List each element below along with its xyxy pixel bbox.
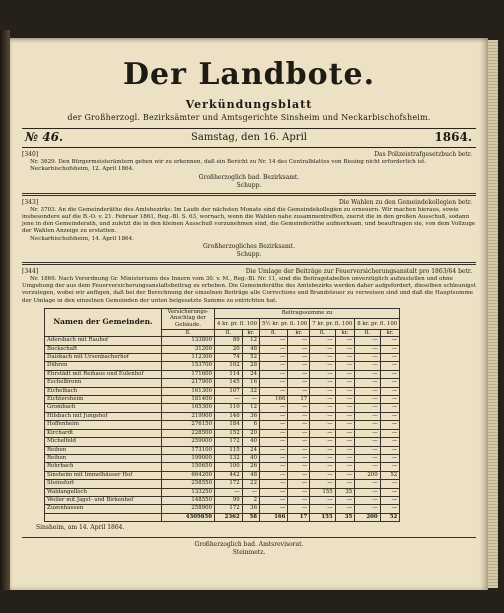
unit-header: kr. <box>288 329 310 337</box>
notice-title: Die Umlage der Beiträge zur Feuerversicherungsanstalt pro 1863/64 betr. <box>245 267 472 275</box>
table-cell: 17 <box>288 396 310 404</box>
municipality-name: Michelfeld <box>45 438 162 446</box>
table-cell: — <box>260 354 288 362</box>
table-cell: — <box>310 370 335 378</box>
table-cell: 184 <box>215 421 243 429</box>
table-cell: — <box>260 505 288 513</box>
notice-number: [343] <box>22 198 39 206</box>
table-cell: 74 <box>215 354 243 362</box>
unit-header: kr. <box>242 329 259 337</box>
column-header-value: Versicherungs-Anschlag der Gebäude. <box>162 308 215 329</box>
table-cell: — <box>380 454 400 462</box>
table-cell: — <box>355 438 380 446</box>
notice-344 <box>22 268 476 305</box>
table-cell <box>45 513 162 521</box>
table-row <box>45 471 400 479</box>
table-cell: — <box>242 396 259 404</box>
table-cell: — <box>260 488 288 496</box>
table-cell: — <box>355 496 380 504</box>
table-cell: 217900 <box>162 379 215 387</box>
table-cell: — <box>380 379 400 387</box>
masthead <box>10 58 488 122</box>
table-cell: 150650 <box>162 463 215 471</box>
table-cell: — <box>260 362 288 370</box>
table-cell: 181400 <box>162 396 215 404</box>
table-cell: — <box>310 438 335 446</box>
table-cell: 24 <box>242 370 259 378</box>
table-cell: 2 <box>242 496 259 504</box>
table-cell: 36 <box>242 412 259 420</box>
page-stack-edge <box>488 40 498 588</box>
table-cell: — <box>355 429 380 437</box>
table-cell: 16 <box>242 379 259 387</box>
table-cell: — <box>355 396 380 404</box>
table-cell: — <box>310 354 335 362</box>
table-cell: — <box>260 480 288 488</box>
table-cell: — <box>260 438 288 446</box>
table-cell: 52 <box>242 354 259 362</box>
table-cell: 12 <box>242 404 259 412</box>
table-cell: 28 <box>242 362 259 370</box>
table-cell: — <box>310 404 335 412</box>
table-row <box>45 362 400 370</box>
table-cell: — <box>310 345 335 353</box>
column-header-rate: 8 kr. pr. fl. 100 <box>355 319 400 329</box>
table-cell: — <box>310 496 335 504</box>
table-cell: — <box>288 438 310 446</box>
table-cell: — <box>288 337 310 345</box>
table-cell: — <box>288 429 310 437</box>
table-cell: — <box>288 421 310 429</box>
table-row <box>45 354 400 362</box>
table-cell: 152 <box>215 429 243 437</box>
table-cell: — <box>335 387 355 395</box>
table-cell: — <box>310 337 335 345</box>
table-cell: — <box>355 370 380 378</box>
table-cell: — <box>310 396 335 404</box>
total-cell: 200 <box>355 513 380 521</box>
table-cell: 133250 <box>162 488 215 496</box>
municipality-name: Kirchardt <box>45 429 162 437</box>
table-cell: — <box>288 480 310 488</box>
table-cell: — <box>288 505 310 513</box>
total-cell: 35 <box>335 513 355 521</box>
table-cell: — <box>260 421 288 429</box>
total-cell: 166 <box>260 513 288 521</box>
signature-name: Steinmetz. <box>232 549 266 557</box>
table-cell: — <box>260 429 288 437</box>
municipality-name: Reihen <box>45 454 162 462</box>
table-cell: 165300 <box>162 404 215 412</box>
table-cell: — <box>335 362 355 370</box>
table-total-row <box>45 513 400 521</box>
table-cell: — <box>380 370 400 378</box>
table-cell: — <box>355 337 380 345</box>
municipality-name: Eschelbronn <box>45 379 162 387</box>
table-cell: 172 <box>215 438 243 446</box>
table-cell: 258900 <box>162 505 215 513</box>
table-cell: — <box>335 463 355 471</box>
column-header-rate: 4 kr. pr. fl. 100 <box>215 319 260 329</box>
column-header-name: Namen der Gemeinden. <box>45 308 162 336</box>
table-cell: — <box>260 446 288 454</box>
total-cell: 58 <box>242 513 259 521</box>
table-cell: 40 <box>242 438 259 446</box>
table-cell: — <box>260 404 288 412</box>
total-cell: 4309850 <box>162 513 215 521</box>
notice-340 <box>22 151 476 190</box>
table-cell: — <box>310 463 335 471</box>
municipality-name: Grombach <box>45 404 162 412</box>
table-cell: 146 <box>215 412 243 420</box>
table-cell: — <box>380 404 400 412</box>
table-cell: 48 <box>242 471 259 479</box>
notice-343 <box>22 199 476 259</box>
table-cell: — <box>380 438 400 446</box>
table-cell: — <box>335 354 355 362</box>
municipality-name: Zuzenhausen <box>45 505 162 513</box>
table-row <box>45 505 400 513</box>
table-cell: — <box>355 505 380 513</box>
municipality-name: Dühren <box>45 362 162 370</box>
table-cell: — <box>335 429 355 437</box>
table-cell: — <box>310 387 335 395</box>
column-header-rate: 5½ kr. pr. fl. 100 <box>260 319 310 329</box>
unit-header: fl. <box>355 329 380 337</box>
table-cell: — <box>310 505 335 513</box>
table-cell: — <box>355 345 380 353</box>
table-cell: — <box>355 480 380 488</box>
table-row <box>45 379 400 387</box>
table-row <box>45 396 400 404</box>
table-cell: — <box>335 446 355 454</box>
total-cell: 52 <box>380 513 400 521</box>
municipality-name: Eichtersheim <box>45 396 162 404</box>
table-cell: 114 <box>215 370 243 378</box>
table-cell: — <box>380 488 400 496</box>
table-cell: 173100 <box>162 446 215 454</box>
table-cell: — <box>355 488 380 496</box>
table-row <box>45 429 400 437</box>
table-cell: 133800 <box>162 337 215 345</box>
table-cell: 99 <box>215 496 243 504</box>
table-cell: 166 <box>260 396 288 404</box>
table-cell: 219900 <box>162 412 215 420</box>
unit-header: fl. <box>260 329 288 337</box>
footer-signature <box>10 541 488 557</box>
table-cell: — <box>335 438 355 446</box>
table-cell: — <box>355 379 380 387</box>
municipality-name: Hoffenheim <box>45 421 162 429</box>
table-cell: 89 <box>215 337 243 345</box>
table-row <box>45 438 400 446</box>
table-cell: — <box>310 480 335 488</box>
table-cell: — <box>335 337 355 345</box>
table-cell: 12 <box>242 337 259 345</box>
table-cell: 20 <box>242 429 259 437</box>
table-cell: — <box>310 471 335 479</box>
table-cell: — <box>260 370 288 378</box>
notice-number: [344] <box>22 267 39 275</box>
table-cell: — <box>335 496 355 504</box>
table-cell: — <box>310 421 335 429</box>
unit-header: kr. <box>380 329 400 337</box>
table-row <box>45 370 400 378</box>
issue-date: Samstag, den 16. April <box>191 132 307 143</box>
table-cell: 112300 <box>162 354 215 362</box>
total-cell: 17 <box>288 513 310 521</box>
table-cell: — <box>335 454 355 462</box>
signature-office: Großherzoglich bad. Bezirksamt. <box>198 173 300 181</box>
notice-body: Nr. 3629. Den Bürgermeisterämtern geben wir zu erkennen, daß ein Bericht zu Nr. 14 des Centralblattes von Bissing nicht erforderlich ist. <box>30 159 427 166</box>
table-cell: 115 <box>215 446 243 454</box>
notice-number: [340] <box>22 151 39 158</box>
signature-office: Großherzogliches Bezirksamt. <box>203 242 295 250</box>
table-row <box>45 387 400 395</box>
table-cell: 442 <box>215 471 243 479</box>
municipality-name: Sinsheim mit Immelhäuser Hof <box>45 471 162 479</box>
notice-title: Das Polizeistrafgesetzbuch betr. <box>374 151 472 158</box>
table-cell: — <box>310 412 335 420</box>
table-cell: — <box>380 396 400 404</box>
unit-header: fl. <box>162 329 215 337</box>
table-cell: 52 <box>380 471 400 479</box>
table-cell: 20 <box>215 345 243 353</box>
table-cell: — <box>380 362 400 370</box>
column-header-rate: 7 kr. pr. fl. 100 <box>310 319 355 329</box>
table-cell: — <box>355 412 380 420</box>
table-cell: — <box>260 379 288 387</box>
table-cell: — <box>380 496 400 504</box>
municipality-name: Ehrstädt mit Reihaus und Eulenhof <box>45 370 162 378</box>
table-cell: 35 <box>335 488 355 496</box>
unit-header: kr. <box>335 329 355 337</box>
table-cell: — <box>310 379 335 387</box>
table-cell: — <box>380 337 400 345</box>
table-cell: — <box>260 387 288 395</box>
table-row <box>45 412 400 420</box>
newspaper-subtitle: Verkündungsblatt <box>185 98 313 111</box>
table-row <box>45 345 400 353</box>
newspaper-subline: der Großherzogl. Bezirksämter und Amtsgerichte Sinsheim und Neckarbischofsheim. <box>67 113 431 122</box>
municipality-name: Reihen <box>45 446 162 454</box>
table-cell: — <box>335 370 355 378</box>
table-cell: — <box>335 396 355 404</box>
notice-place: Neckarbischofsheim, 12. April 1864. <box>30 166 134 173</box>
table-cell: 110 <box>215 404 243 412</box>
table-cell: — <box>380 505 400 513</box>
table-cell: — <box>355 387 380 395</box>
table-cell: 258550 <box>162 480 215 488</box>
municipality-name: Waldangelloch <box>45 488 162 496</box>
signature-office: Großherzoglich bad. Amtsrevisorat. <box>194 541 304 549</box>
issue-year: 1864. <box>434 130 472 144</box>
table-cell: — <box>310 429 335 437</box>
notice-signature <box>22 243 476 259</box>
table-cell: 172 <box>215 505 243 513</box>
notice-body: Nr. 3703. An die Gemeinderäthe des Amtsbezirks: Im Laufe der nächsten Monate sind die Gemeindekollegien zu erneuern. Wir machen hieraus, sowie insbesondere auf die B.-O. v. 21. Februar 1861, Reg.-Bl. S. 63, wornach, wenn die Wahlen nahe zusammentreffen, zuerst die in den großen Ausschuß, sodann jene in den Gemeinderath, und zuletzt die in den kleinen Ausschuß vorzunehmen sind, die Gemeinderäthe aufmerksam, und beauftragen sie, von dem Vollzuge der Wahlen Anzeige zu erstatten. <box>22 206 476 235</box>
table-cell: — <box>288 412 310 420</box>
municipality-name: Adersbach mit Rauhof <box>45 337 162 345</box>
table-cell: 6 <box>242 421 259 429</box>
table-cell: — <box>288 471 310 479</box>
table-cell: — <box>335 505 355 513</box>
table-cell: — <box>260 412 288 420</box>
table-cell: — <box>288 463 310 471</box>
table-cell: — <box>355 446 380 454</box>
table-cell: — <box>355 404 380 412</box>
table-cell: 48 <box>242 345 259 353</box>
municipality-name: Steinsfurt <box>45 480 162 488</box>
table-cell: — <box>260 463 288 471</box>
table-cell: — <box>288 370 310 378</box>
table-cell: 199000 <box>162 454 215 462</box>
table-cell: — <box>380 429 400 437</box>
table-row <box>45 337 400 345</box>
table-cell: — <box>260 471 288 479</box>
table-cell: — <box>355 354 380 362</box>
table-cell: — <box>380 345 400 353</box>
total-cell: 2362 <box>215 513 243 521</box>
table-cell: — <box>355 454 380 462</box>
table-row <box>45 446 400 454</box>
table-cell: — <box>380 412 400 420</box>
table-cell: — <box>380 421 400 429</box>
table-cell: 153700 <box>162 362 215 370</box>
table-cell: 107 <box>215 387 243 395</box>
table-cell: — <box>380 480 400 488</box>
notice-place: Neckarbischofsheim, 14. April 1864. <box>30 235 134 242</box>
table-cell: — <box>260 337 288 345</box>
municipality-name: Rohrbach <box>45 463 162 471</box>
table-body <box>45 337 400 522</box>
table-cell: 31200 <box>162 345 215 353</box>
table-cell: — <box>355 463 380 471</box>
table-cell: 36 <box>242 505 259 513</box>
footer-place: Sinsheim, am 14. April 1864. <box>36 524 125 532</box>
table-cell: — <box>288 345 310 353</box>
column-header-group: Beitragssumme zu <box>215 308 400 318</box>
table-cell: — <box>215 396 243 404</box>
table-row <box>45 404 400 412</box>
dateline <box>22 128 476 148</box>
table-cell: 40 <box>242 454 259 462</box>
table-cell: — <box>288 454 310 462</box>
table-cell: — <box>288 446 310 454</box>
table-cell: 664200 <box>162 471 215 479</box>
table-cell: — <box>355 421 380 429</box>
municipality-name: Weiler mit Jagst- und Birkenhof <box>45 496 162 504</box>
notice-signature <box>22 174 476 190</box>
table-row <box>45 421 400 429</box>
table-cell: 22 <box>242 480 259 488</box>
table-cell: — <box>288 488 310 496</box>
table-cell: 171600 <box>162 370 215 378</box>
table-cell: — <box>335 471 355 479</box>
table-cell: 24 <box>242 446 259 454</box>
table-cell: 276150 <box>162 421 215 429</box>
table-cell: 32 <box>242 387 259 395</box>
table-row <box>45 496 400 504</box>
table-cell: 200 <box>355 471 380 479</box>
table-cell: — <box>288 496 310 504</box>
total-cell: 155 <box>310 513 335 521</box>
table-row <box>45 463 400 471</box>
municipality-name: Eichelbach <box>45 387 162 395</box>
table-cell: — <box>335 404 355 412</box>
table-cell: — <box>335 480 355 488</box>
notice-title: Die Wahlen zu den Gemeindekollegien betr. <box>338 198 472 206</box>
table-cell: — <box>288 404 310 412</box>
table-cell: — <box>288 387 310 395</box>
table-cell: — <box>310 446 335 454</box>
divider <box>22 193 476 196</box>
municipality-name: Hilsbach mit Jungshof <box>45 412 162 420</box>
table-row <box>45 454 400 462</box>
table-cell: — <box>288 354 310 362</box>
municipality-name: Daisbach mit Ursenbacherhof <box>45 354 162 362</box>
signature-name: Schupp. <box>236 181 262 189</box>
table-cell: — <box>380 446 400 454</box>
table-row <box>45 480 400 488</box>
table-cell: — <box>215 488 243 496</box>
newspaper-title: Der Landbote. <box>122 57 376 92</box>
table-cell: — <box>380 387 400 395</box>
table-cell: 155 <box>310 488 335 496</box>
table-cell: 259000 <box>162 438 215 446</box>
newspaper-page <box>10 38 488 590</box>
table-cell: 161300 <box>162 387 215 395</box>
unit-header: fl. <box>310 329 335 337</box>
table-cell: — <box>335 412 355 420</box>
table-cell: 100 <box>215 463 243 471</box>
table-cell: — <box>260 345 288 353</box>
table-cell: — <box>310 362 335 370</box>
table-cell: — <box>380 354 400 362</box>
divider <box>22 262 476 265</box>
table-cell: 148550 <box>162 496 215 504</box>
table-cell: — <box>260 454 288 462</box>
unit-header: fl. <box>215 329 243 337</box>
table-cell: 228500 <box>162 429 215 437</box>
divider <box>22 537 476 538</box>
table-row <box>45 488 400 496</box>
table-cell: 102 <box>215 362 243 370</box>
table-cell: — <box>288 379 310 387</box>
table-cell: 145 <box>215 379 243 387</box>
book-spine-edge <box>0 30 10 590</box>
notice-body: Nr. 1869. Nach Verordnung Gr. Ministeriums des Innern vom 30. v. M., Reg.-Bl. Nr. 11, sind die Beitragstabellen unverzüglich aufzustellen und ohne Umgehung der aus dem Feuerversicherungsanstaltsbeitrag zu erheben. Die Gemeinderäthe des Amtsbezirks werden daher aufgefordert, dieselben schleunigst vorzulegen, wobei wir anfügen, daß bei der Berechnung der einzelnen Beiträge alle Corrections und Brandsteuer zu verweisen sind und daß die Hauptsumme der Umlage in den einzelnen Gemeinden der unten beigesetzte Summe zu entrichten hat. <box>22 276 476 304</box>
table-cell: 26 <box>242 463 259 471</box>
table-cell: — <box>335 345 355 353</box>
issue-number: № 46. <box>25 130 64 144</box>
table-cell: — <box>380 463 400 471</box>
table-cell: — <box>288 362 310 370</box>
table-cell: — <box>242 488 259 496</box>
table-cell: — <box>260 496 288 504</box>
signature-name: Schupp. <box>236 250 262 258</box>
table-cell: 172 <box>215 480 243 488</box>
table-cell: — <box>335 379 355 387</box>
table-cell: — <box>335 421 355 429</box>
table-cell: 132 <box>215 454 243 462</box>
assessment-table <box>44 308 400 522</box>
table-cell: — <box>310 454 335 462</box>
table-cell: — <box>355 362 380 370</box>
municipality-name: Bockschaft <box>45 345 162 353</box>
